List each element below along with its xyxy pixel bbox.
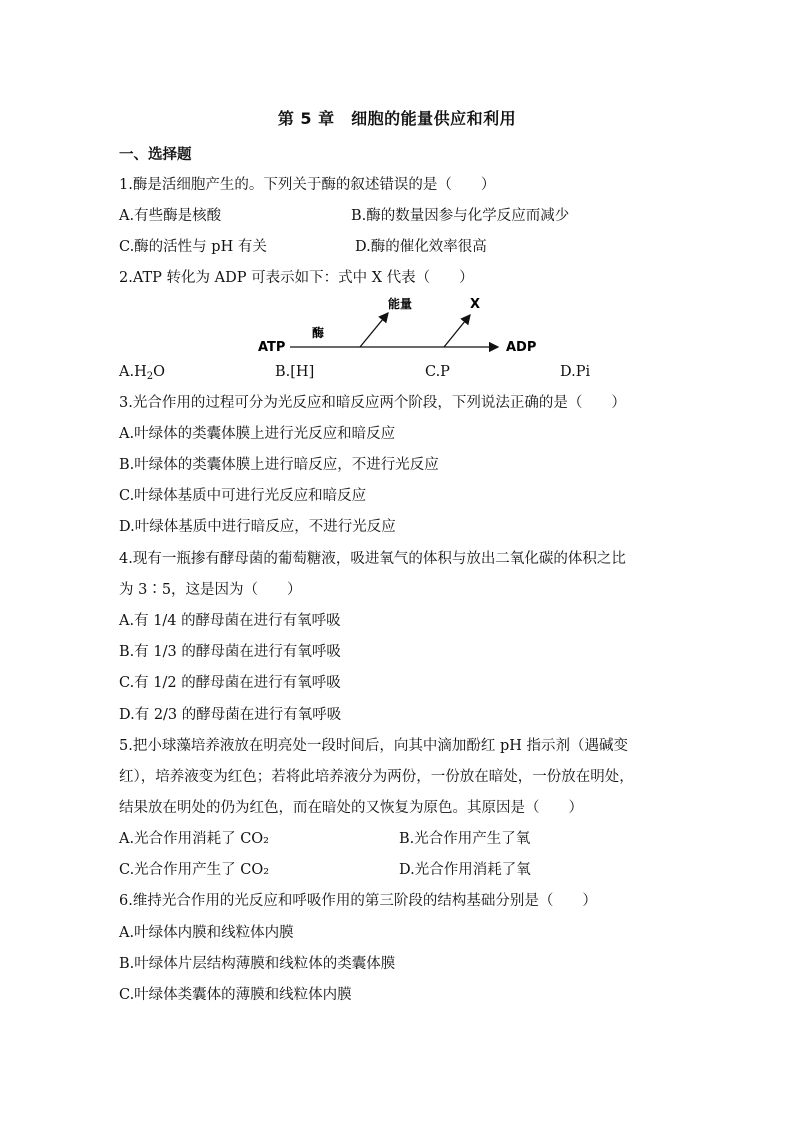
question-1-option-d: D.酶的催化效率很高	[355, 239, 487, 255]
question-5-option-b: B.光合作用产生了氧	[399, 831, 531, 847]
diagram-energy-label: 能量	[388, 297, 413, 311]
question-4-option-a: A.有 1/4 的酵母菌在进行有氧呼吸	[119, 613, 341, 629]
diagram-x-label: X	[470, 297, 481, 312]
question-1-option-c: C.酶的活性与 pH 有关	[119, 239, 267, 255]
question-2-stem: 2.ATP 转化为 ADP 可表示如下：式中 X 代表（ ）	[119, 270, 474, 286]
diagram-enzyme-label: 酶	[312, 326, 325, 340]
question-3-option-d: D.叶绿体基质中进行暗反应，不进行光反应	[119, 519, 396, 535]
chapter-title: 第 5 章 细胞的能量供应和利用	[277, 109, 517, 128]
diagram-adp-label: ADP	[506, 340, 537, 355]
question-6-option-a: A.叶绿体内膜和线粒体内膜	[119, 925, 294, 941]
question-1-stem: 1.酶是活细胞产生的。下列关于酶的叙述错误的是（ ）	[119, 177, 496, 193]
question-2-option-a: $A.H_2O$	[119, 364, 165, 382]
question-6-option-c: C.叶绿体类囊体的薄膜和线粒体内膜	[119, 987, 352, 1003]
question-3-option-a: A.叶绿体的类囊体膜上进行光反应和暗反应	[119, 426, 396, 442]
question-6-stem: 6.维持光合作用的光反应和呼吸作用的第三阶段的结构基础分别是（ ）	[119, 893, 597, 909]
section-heading: 一、选择题	[119, 147, 192, 163]
diagram-atp-label: ATP	[258, 340, 286, 355]
question-5-option-a: A.光合作用消耗了 CO₂	[119, 831, 269, 847]
question-4-option-d: D.有 2/3 的酵母菌在进行有氧呼吸	[119, 707, 342, 723]
diagram-x-arrow	[444, 315, 470, 347]
question-1-option-a: A.有些酶是核酸	[119, 208, 222, 224]
question-6-option-b: B.叶绿体片层结构薄膜和线粒体的类囊体膜	[119, 956, 396, 972]
question-2-option-d: D.Pi	[560, 364, 591, 380]
question-1-option-b: B.酶的数量因参与化学反应而减少	[351, 208, 570, 224]
question-3-option-c: C.叶绿体基质中可进行光反应和暗反应	[119, 488, 367, 504]
question-5-stem-line-1: 5.把小球藻培养液放在明亮处一段时间后，向其中滴加酚红 pH 指示剂（遇碱变	[119, 738, 628, 754]
question-2-option-c: C.P	[425, 364, 450, 380]
question-4-option-c: C.有 1/2 的酵母菌在进行有氧呼吸	[119, 675, 341, 691]
question-5-option-c: C.光合作用产生了 CO₂	[119, 862, 270, 878]
question-3-stem: 3.光合作用的过程可分为光反应和暗反应两个阶段，下列说法正确的是（ ）	[119, 395, 626, 411]
question-5-stem-line-2: 红），培养液变为红色；若将此培养液分为两份，一份放在暗处，一份放在明处，	[119, 769, 634, 785]
atp-adp-diagram	[250, 293, 550, 361]
question-3-option-b: B.叶绿体的类囊体膜上进行暗反应，不进行光反应	[119, 457, 439, 473]
question-4-stem-line-2: 为 3∶5，这是因为（ ）	[119, 582, 302, 598]
question-2-option-b: B.[H]	[275, 364, 315, 380]
question-4-stem-line-1: 4.现有一瓶掺有酵母菌的葡萄糖液，吸进氧气的体积与放出二氧化碳的体积之比	[119, 551, 626, 567]
question-5-option-d: D.光合作用消耗了氧	[399, 862, 531, 878]
question-5-stem-line-3: 结果放在明处的仍为红色，而在暗处的又恢复为原色。其原因是（ ）	[119, 800, 583, 816]
diagram-energy-arrow	[360, 313, 388, 347]
question-4-option-b: B.有 1/3 的酵母菌在进行有氧呼吸	[119, 644, 341, 660]
